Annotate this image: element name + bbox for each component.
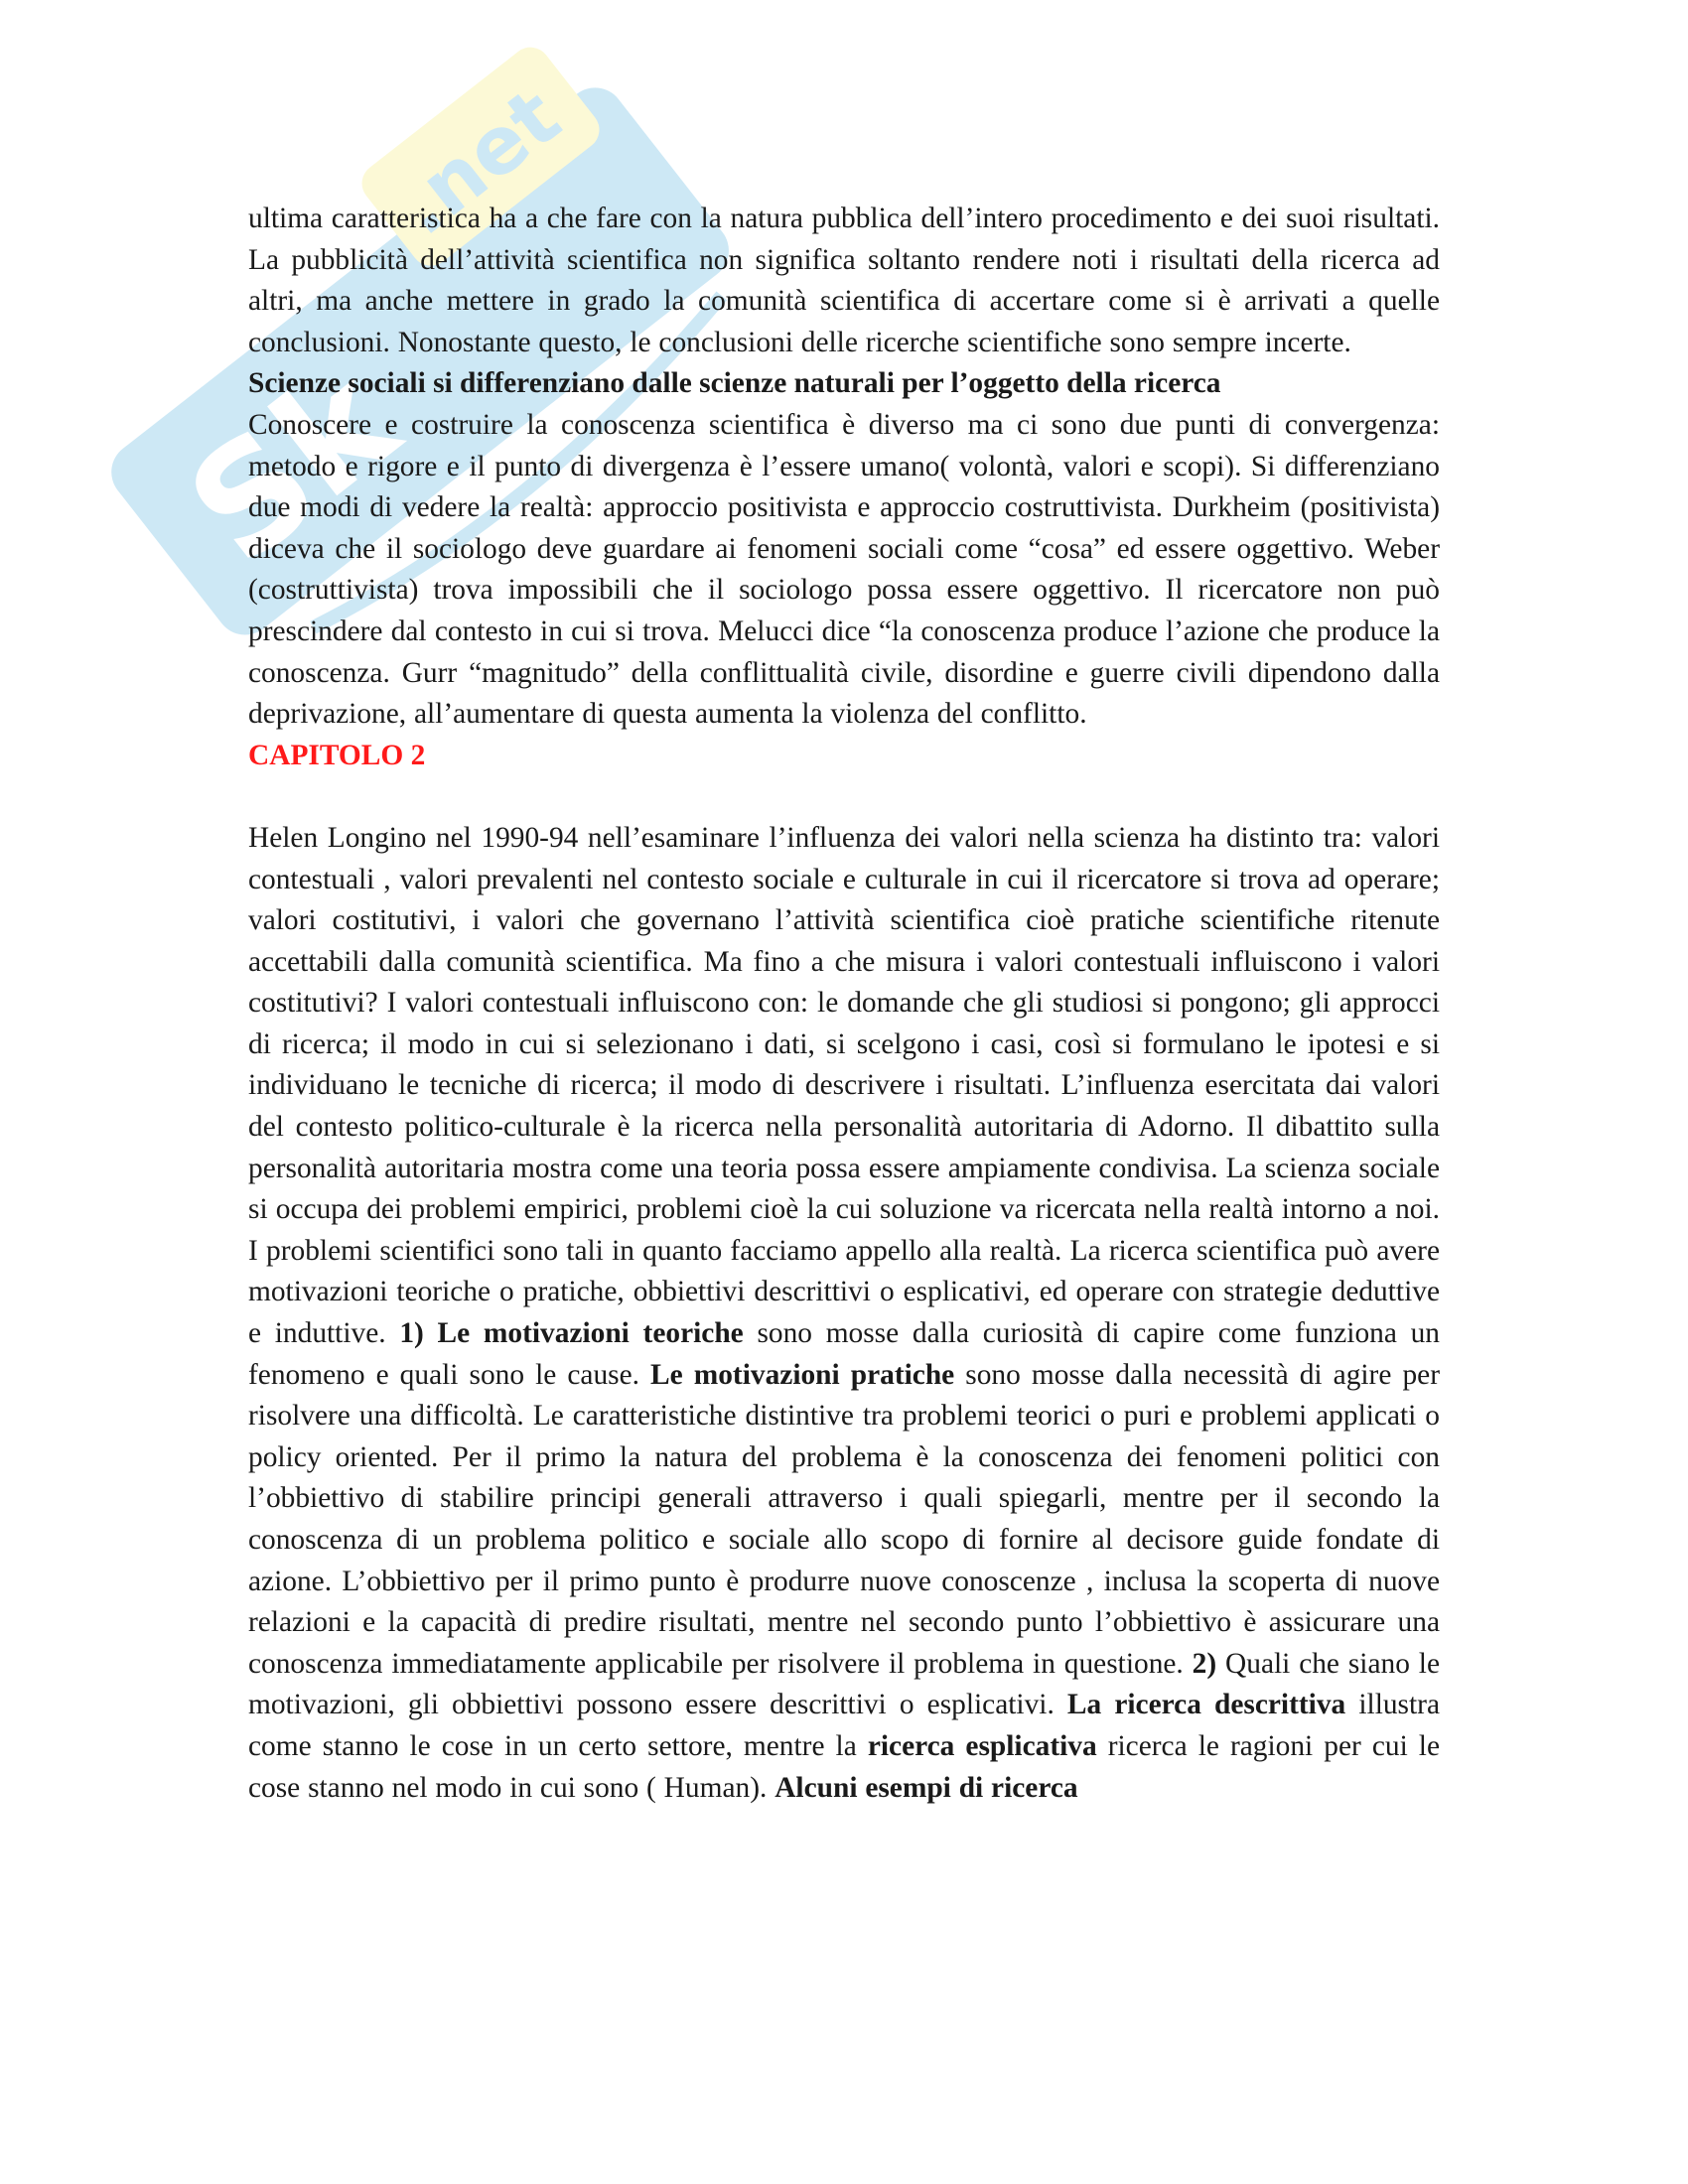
bold-practical-motivations: Le motivazioni pratiche bbox=[650, 1358, 955, 1391]
chapter-title: CAPITOLO 2 bbox=[248, 739, 426, 771]
paragraph-3-text-d: sono mosse dalla necessità di agire per risolvere una difficoltà. Le caratteristiche distintive tra problemi teorici o puri e problemi applicati o policy oriented. Per il primo la natura del problema è la conoscenza dei fenomeni politici con l’obbiettivo di stabilire principi generali attraverso i quali spiegarli, mentre per il secondo la conoscenza di un problema politico e sociale allo scopo di fornire al decisore guide fondate di azione. L’obbiettivo per il primo punto è produrre nuove conoscenze , inclusa la scoperta di nuove relazioni e la capacità di predire risultati, mentre nel secondo punto l’obbiettivo è assicurare una conoscenza immediatamente applicabile per risolvere il problema in questione. bbox=[248, 1358, 1440, 1680]
paragraph-3-text-g: ricerca le ragioni per cui le cose stanno nel modo in cui sono ( Human). bbox=[248, 1729, 1440, 1804]
bold-research-examples: Alcuni esempi di ricerca bbox=[774, 1771, 1078, 1804]
paragraph-3-text-f: illustra come stanno le cose in un certo settore, mentre la bbox=[248, 1689, 1440, 1762]
paragraph-3 bbox=[248, 818, 1440, 1809]
section-heading: Scienze sociali si differenziano dalle scienze naturali per l’oggetto della ricerca bbox=[248, 367, 1221, 400]
paragraph-3-text-e: Quali che siano le motivazioni, gli obbiettivi possono essere descrittivi o esplicativi. bbox=[248, 1647, 1440, 1721]
bold-point-2: 2) bbox=[1192, 1647, 1217, 1680]
bold-explanatory-research: ricerca esplicativa bbox=[867, 1729, 1097, 1762]
svg-text:Sk: Sk bbox=[158, 334, 428, 598]
svg-text:.net: .net bbox=[379, 69, 578, 253]
paragraph-3-text-a: Helen Longino nel 1990-94 nell’esaminare l’influenza dei valori nella scienza ha distinto tra: valori contestuali , valori prevalenti nel contesto sociale e culturale in cui il ricercatore si trova ad operare; valori costitutivi, i valori che governano l’attività scientifica cioè pratiche scientifiche ritenute accettabili dalla comunità scientifica. Ma fino a che misura i valori contestuali influiscono i valori costitutivi? I valori contestuali influiscono con: le domande che gli studiosi si pongono; gli approcci di ricerca; il modo in cui si selezionano i dati, si scelgono i casi, così si formulano le ipotesi e si individuano le tecniche di ricerca; il modo di descrivere i risultati. L’influenza esercitata dai valori del contesto politico-culturale è la ricerca nella personalità autoritaria di Adorno. Il dibattito sulla personalità autoritaria mostra come una teoria possa essere ampiamente condivisa. La scienza sociale si occupa dei problemi empirici, problemi cioè la cui soluzione va ricercata nella realtà intorno a noi. I problemi scientifici sono tali in quanto facciamo appello alla realtà. La ricerca scientifica può avere motivazioni teoriche o pratiche, obbiettivi descrittivi o esplicativi, ed operare con strategie deduttive e induttive. bbox=[248, 821, 1440, 1350]
bold-theoretical-motivations: 1) Le motivazioni teoriche bbox=[399, 1317, 744, 1350]
paragraph-2: Conoscere e costruire la conoscenza scientifica è diverso ma ci sono due punti di convergenza: metodo e rigore e il punto di divergenza è l’essere umano( volontà, valori e scopi). Si differenziano due modi di vedere la realtà: approccio positivista e approccio costruttivista. Durkheim (positivista) diceva che il sociologo deve guardare ai fenomeni sociali come “cosa” ed essere oggettivo. Weber (costruttivista) trova impossibili che il sociologo possa essere oggettivo. Il ricercatore non può prescindere dal contesto in cui si trova. Melucci dice “la conoscenza produce l’azione che produce la conoscenza. Gurr “magnitudo” della conflittualità civile, disordine e guerre civili dipendono dalla deprivazione, all’aumentare di questa aumenta la violenza del conflitto. bbox=[248, 408, 1440, 731]
bold-descriptive-research: La ricerca descrittiva bbox=[1066, 1689, 1346, 1721]
blank-line bbox=[248, 776, 1440, 818]
paragraph-3-text-c: sono mosse dalla curiosità di capire come funziona un fenomeno e quali sono le cause. bbox=[248, 1317, 1441, 1391]
paragraph-1: ultima caratteristica ha a che fare con la natura pubblica dell’intero procedimento e dei suoi risultati. La pubblicità dell’attività scientifica non significa soltanto rendere noti i risultati della ricerca ad altri, ma anche mettere in grado la comunità scientifica di accertare come si è arrivati a quelle conclusioni. Nonostante questo, le conclusioni delle ricerche scientifiche sono sempre incerte. bbox=[248, 203, 1440, 358]
document-body bbox=[248, 199, 1440, 1809]
